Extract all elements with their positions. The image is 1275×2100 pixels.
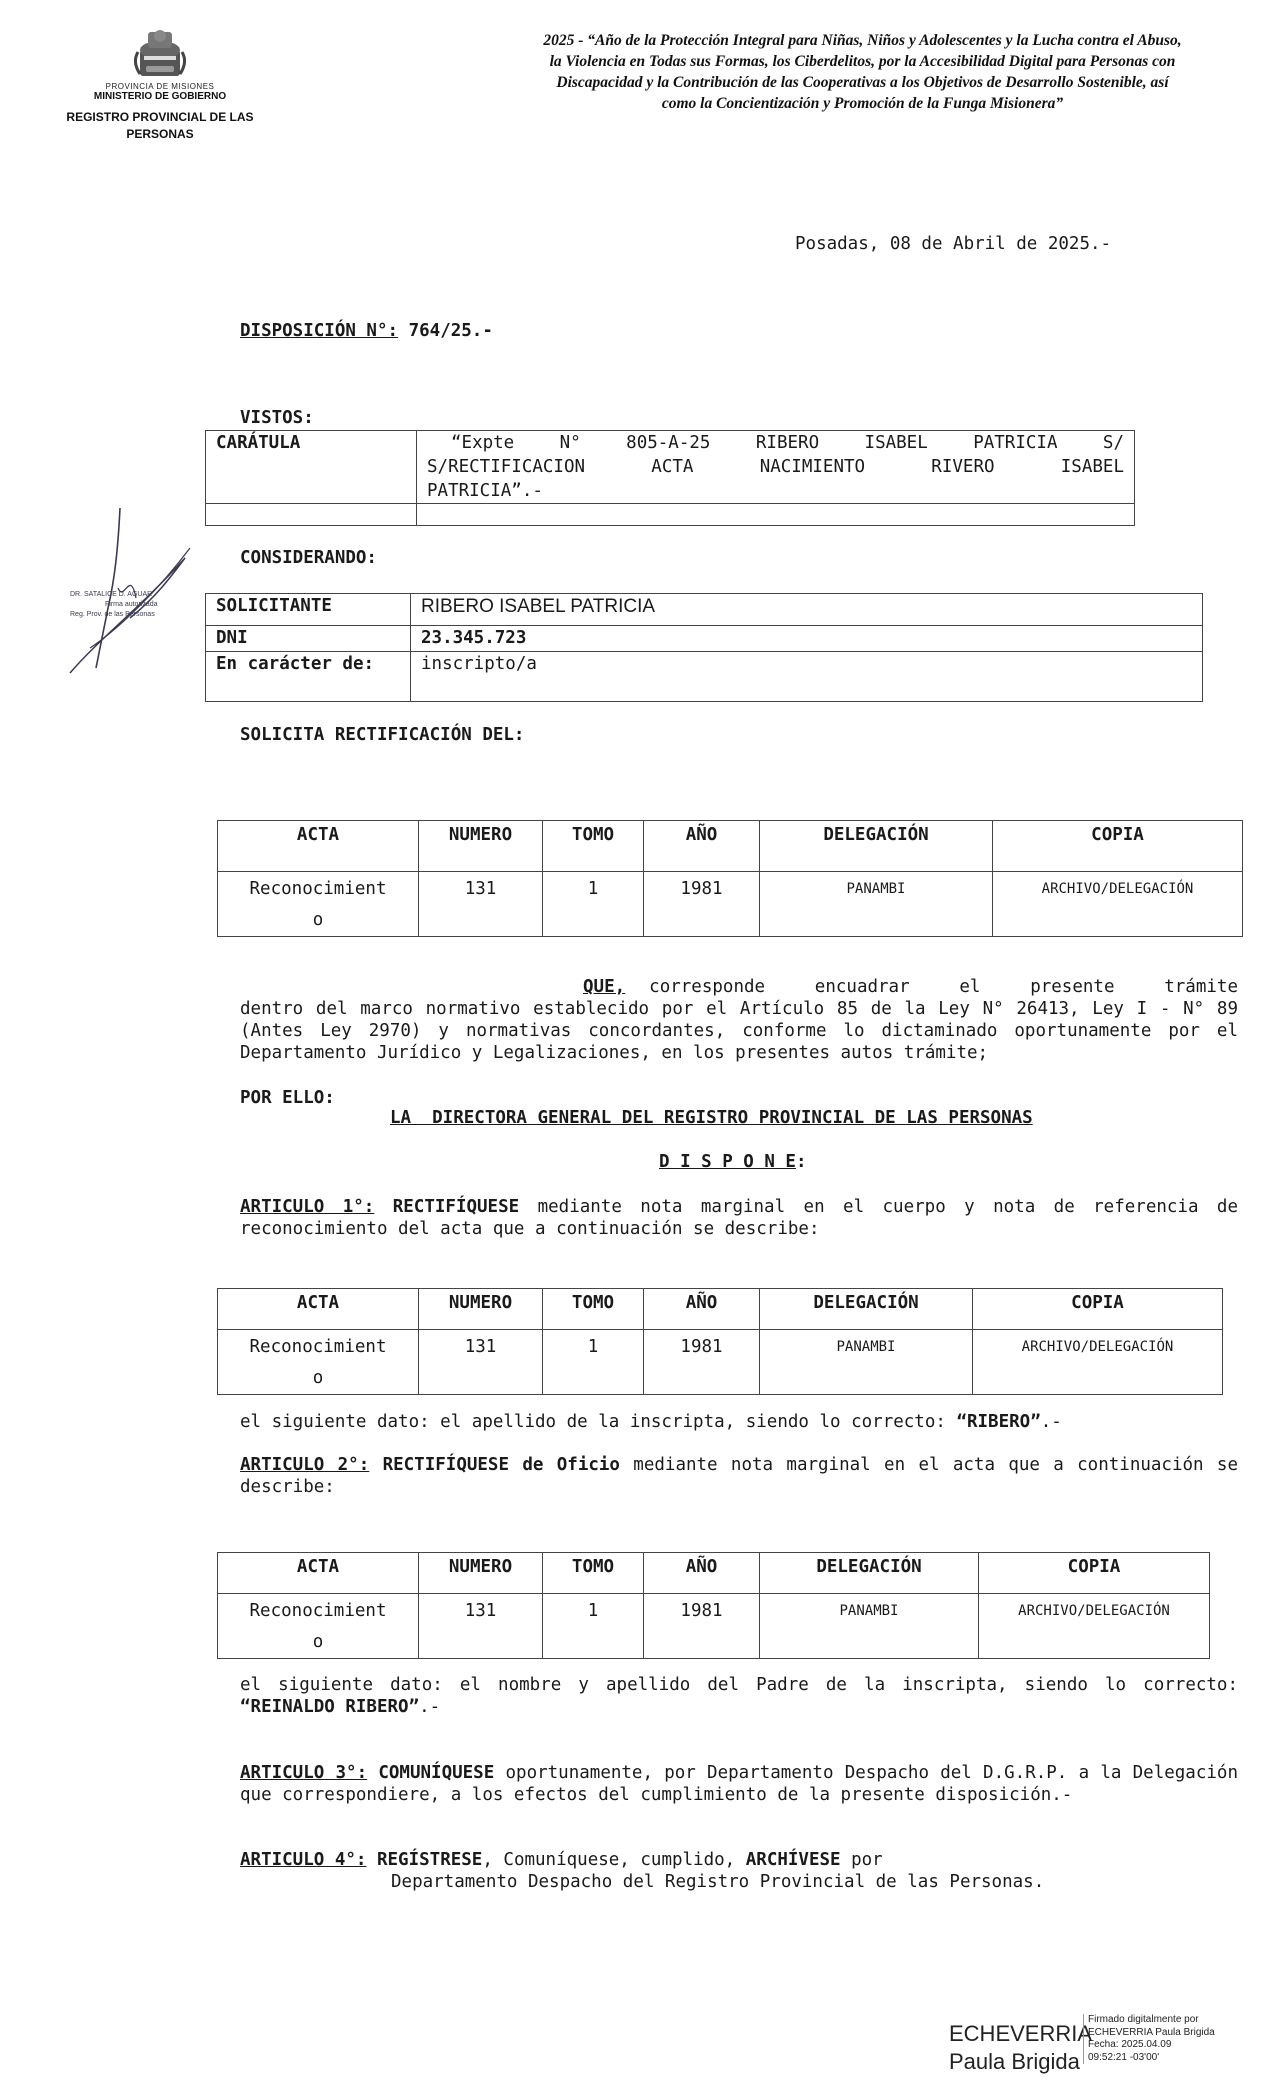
- articulo-3: [240, 1762, 1238, 1806]
- que-first-line: corresponde encuadrar el presente trámite: [649, 977, 1238, 997]
- que-lead: QUE,: [583, 977, 626, 997]
- header-anio: AÑO: [644, 821, 760, 872]
- que-rest: dentro del marco normativo establecido por el Artículo 85 de la Ley N° 26413, Ley I - N° 89 (Antes Ley 2970) y normativas concordantes, conforme lo dictaminado oportunamente por el Departamento Jurídico y Legalizaciones, en los presentes autos trámite;: [240, 999, 1238, 1063]
- signature-info-line: Fecha: 2025.04.09: [1088, 2039, 1172, 2050]
- header-tomo: TOMO: [543, 1553, 644, 1594]
- table-row: [218, 872, 1243, 937]
- caracter-label: En carácter de:: [206, 652, 411, 702]
- disposicion-value: 764/25.-: [398, 321, 493, 341]
- header-tomo: TOMO: [543, 821, 644, 872]
- signature-info-line: ECHEVERRIA Paula Brigida: [1088, 2026, 1215, 2038]
- registry-logo-block: [60, 22, 260, 143]
- caratula-label: CARÁTULA: [206, 431, 417, 504]
- solicita-label: SOLICITA RECTIFICACIÓN DEL:: [240, 725, 525, 745]
- signer-name: [949, 2020, 1092, 2076]
- cell-tomo: 1: [543, 1330, 644, 1395]
- articulo-1: [240, 1196, 1238, 1240]
- articulo-1-text: mediante nota marginal en el cuerpo y nota de referencia de reconocimiento del acta que a continuación se describe:: [240, 1197, 1238, 1239]
- articulo-1-keyword: RECTIFÍQUESE: [392, 1197, 520, 1217]
- caratula-empty-cell: [206, 504, 417, 526]
- cell-acta: [218, 1594, 419, 1659]
- signer-name-line: Paula Brigida: [949, 2049, 1080, 2074]
- stamp-line: Firma autorizada: [105, 601, 158, 608]
- cell-numero: 131: [419, 1330, 543, 1395]
- solicitante-table: [205, 593, 1203, 702]
- dispone-colon: :: [795, 1152, 807, 1172]
- cell-acta-text: Reconocimient: [249, 879, 387, 899]
- caracter-value: inscripto/a: [411, 652, 1203, 702]
- dispone-text: D I S P O N E: [659, 1152, 796, 1172]
- articulo-4-mid: , Comuníquese, cumplido,: [482, 1850, 746, 1870]
- cell-delegacion: PANAMBI: [760, 872, 993, 937]
- signature-info-line: 09:52:21 -03'00': [1088, 2051, 1160, 2063]
- header-acta: ACTA: [218, 821, 419, 872]
- cell-copia: ARCHIVO/DELEGACIÓN: [993, 872, 1243, 937]
- articulo-2-detail-end: .-: [419, 1697, 441, 1717]
- cell-copia: ARCHIVO/DELEGACIÓN: [979, 1594, 1210, 1659]
- header-acta: ACTA: [218, 1289, 419, 1330]
- header-copia: COPIA: [973, 1289, 1223, 1330]
- header-anio: AÑO: [644, 1553, 760, 1594]
- articulo-2-detail-text: el siguiente dato: el nombre y apellido del Padre de la inscripta, siendo lo correcto:: [240, 1675, 1238, 1695]
- stamp-line: DR. SATALICE D. AGUAR: [70, 591, 153, 598]
- por-ello-label: POR ELLO:: [240, 1088, 335, 1108]
- digital-signature-block: [905, 2012, 1225, 2082]
- header-acta: ACTA: [218, 1553, 419, 1594]
- cell-anio: 1981: [644, 872, 760, 937]
- que-paragraph: [240, 976, 1238, 1064]
- cell-acta-text: Reconocimient: [249, 1601, 387, 1621]
- cell-acta-text: o: [312, 910, 324, 930]
- considerando-label: CONSIDERANDO:: [240, 548, 377, 568]
- articulo-2-keyword: RECTIFÍQUESE de Oficio: [382, 1455, 620, 1475]
- cell-delegacion: PANAMBI: [760, 1330, 973, 1395]
- cell-numero: 131: [419, 872, 543, 937]
- stamp-line: Reg. Prov. de las Personas: [70, 611, 155, 618]
- header-copia: COPIA: [979, 1553, 1210, 1594]
- articulo-2-correct-value: “REINALDO RIBERO”: [240, 1697, 420, 1717]
- cell-tomo: 1: [543, 872, 644, 937]
- cell-numero: 131: [419, 1594, 543, 1659]
- dni-label: DNI: [206, 626, 411, 652]
- caratula-line: S/RECTIFICACION ACTA NACIMIENTO RIVERO ISABEL: [427, 457, 1124, 477]
- caratula-line: “Expte N° 805-A-25 RIBERO ISABEL PATRICIA S/: [451, 433, 1124, 453]
- cell-copia: ARCHIVO/DELEGACIÓN: [973, 1330, 1223, 1395]
- table-row: [218, 1330, 1223, 1395]
- provincial-seal-icon: [130, 22, 190, 82]
- cell-anio: 1981: [644, 1330, 760, 1395]
- handwritten-signature: [60, 508, 200, 682]
- header-numero: NUMERO: [419, 1553, 543, 1594]
- vistos-label: VISTOS:: [240, 408, 314, 428]
- articulo-2-detail: [240, 1674, 1238, 1718]
- header-delegacion: DELEGACIÓN: [760, 1289, 973, 1330]
- caratula-empty-cell: [417, 504, 1135, 526]
- articulo-1-detail: [240, 1411, 1238, 1433]
- articulo-4-tail: por: [840, 1850, 883, 1870]
- articulo-4-label: ARTICULO 4°:: [240, 1850, 367, 1870]
- caratula-line: PATRICIA”.-: [427, 481, 543, 501]
- caratula-table: [205, 430, 1135, 526]
- cell-acta: [218, 872, 419, 937]
- cell-acta-text: o: [312, 1632, 324, 1652]
- registry-label: REGISTRO PROVINCIAL DE LAS PERSONAS: [66, 110, 254, 141]
- disposicion-number: [240, 321, 493, 341]
- header-tomo: TOMO: [543, 1289, 644, 1330]
- signature-info: [1083, 2014, 1215, 2064]
- articulo-1-detail-end: .-: [1040, 1412, 1062, 1432]
- articulo-1-label: ARTICULO 1°:: [240, 1197, 375, 1217]
- articulo-2-label: ARTICULO 2°:: [240, 1455, 370, 1475]
- solicitante-value: RIBERO ISABEL PATRICIA: [411, 594, 1203, 626]
- acta-table: [217, 1288, 1223, 1395]
- ministry-label: MINISTERIO DE GOBIERNO: [93, 91, 227, 102]
- articulo-2-text: mediante nota marginal en el acta que a continuación se describe:: [240, 1455, 1238, 1497]
- dispone-heading: [659, 1152, 807, 1172]
- header-delegacion: DELEGACIÓN: [760, 1553, 979, 1594]
- signature-info-line: Firmado digitalmente por: [1088, 2014, 1199, 2025]
- header-anio: AÑO: [644, 1289, 760, 1330]
- cell-acta-text: Reconocimient: [249, 1337, 387, 1357]
- articulo-4: [240, 1849, 1238, 1893]
- signature-stamp-text: [70, 590, 160, 620]
- header-numero: NUMERO: [419, 821, 543, 872]
- signer-name-line: ECHEVERRIA: [949, 2021, 1093, 2046]
- acta-table: [217, 820, 1243, 937]
- cell-tomo: 1: [543, 1594, 644, 1659]
- cell-anio: 1981: [644, 1594, 760, 1659]
- articulo-4-line-2: Departamento Despacho del Registro Provincial de las Personas.: [391, 1872, 1045, 1892]
- articulo-1-correct-value: “RIBERO”: [956, 1412, 1041, 1432]
- articulo-3-keyword: COMUNÍQUESE: [378, 1763, 495, 1783]
- solicitante-label: SOLICITANTE: [206, 594, 411, 626]
- articulo-3-text: oportunamente, por Departamento Despacho del D.G.R.P. a la Delegación que correspondiere, a los efectos del cumplimiento de la presente disposición.-: [240, 1763, 1238, 1805]
- header-delegacion: DELEGACIÓN: [760, 821, 993, 872]
- articulo-3-label: ARTICULO 3°:: [240, 1763, 368, 1783]
- articulo-4-keyword: REGÍSTRESE: [376, 1850, 483, 1870]
- articulo-4-keyword-2: ARCHÍVESE: [745, 1850, 841, 1870]
- acta-table: [217, 1552, 1210, 1659]
- caratula-value: [417, 431, 1135, 504]
- year-motto: 2025 - “Año de la Protección Integral para Niñas, Niños y Adolescentes y la Lucha contra el Abuso, la Violencia en Todas sus Formas, los Ciberdelitos, por la Accesibilidad Digital para Personas con Discapacidad y la Contribución de las Cooperativas a los Objetivos de Desarrollo Sostenible, así como la Concientización y Promoción de la Funga Misionera”: [543, 32, 1182, 112]
- disposicion-label: DISPOSICIÓN N°:: [240, 321, 399, 341]
- header-numero: NUMERO: [419, 1289, 543, 1330]
- header-copia: COPIA: [993, 821, 1243, 872]
- cell-delegacion: PANAMBI: [760, 1594, 979, 1659]
- table-row: [218, 1594, 1210, 1659]
- directora-line: LA DIRECTORA GENERAL DEL REGISTRO PROVINCIAL DE LAS PERSONAS: [390, 1108, 1033, 1128]
- date-line: Posadas, 08 de Abril de 2025.-: [795, 234, 1112, 254]
- articulo-1-detail-text: el siguiente dato: el apellido de la inscripta, siendo lo correcto:: [240, 1412, 957, 1432]
- articulo-2: [240, 1454, 1238, 1498]
- cell-acta-text: o: [312, 1368, 324, 1388]
- cell-acta: [218, 1330, 419, 1395]
- dni-value: 23.345.723: [411, 626, 1203, 652]
- articulo-4-line: [240, 1849, 1238, 1871]
- province-label: PROVINCIA DE MISIONES: [105, 82, 215, 91]
